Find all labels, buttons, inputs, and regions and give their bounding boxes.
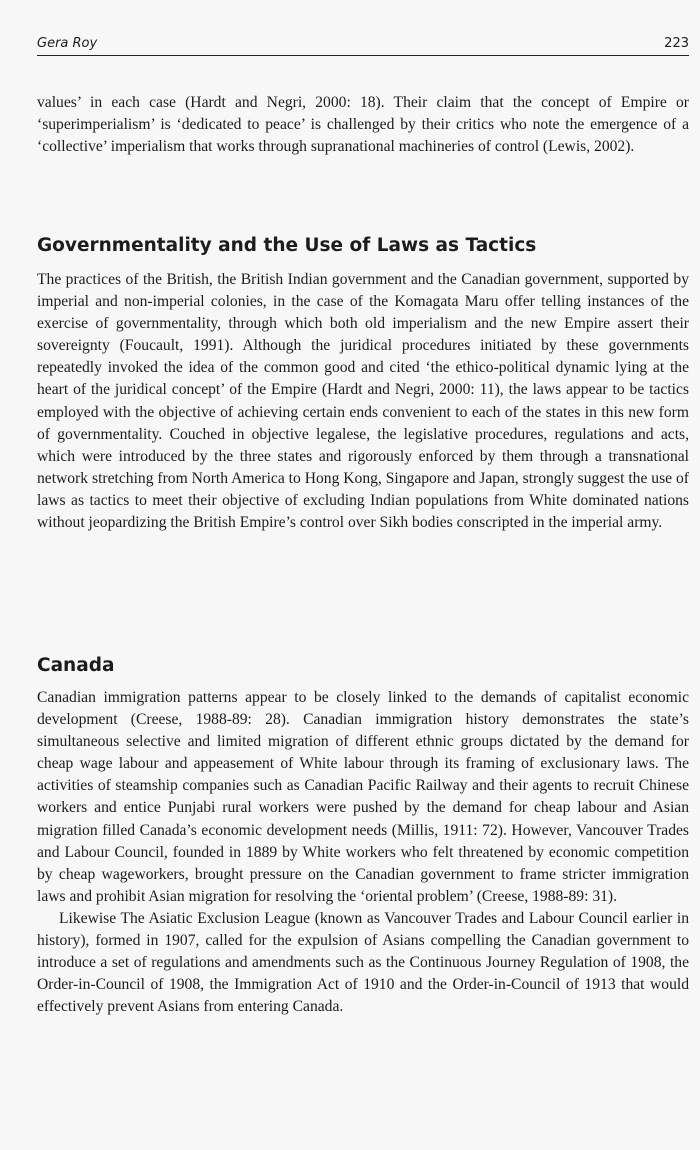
intro-block — [37, 92, 689, 158]
canada-paragraph-2: Likewise The Asiatic Exclusion League (known as Vancouver Trades and Labour Council earlier in history), formed in 1907, called for the expulsion of Asians compelling the Canadian government to introduce a set of regulations and amendments such as the Continuous Journey Regulation of 1908, the Order-in-Council of 1908, the Immigration Act of 1910 and the Order-in-Council of 1913 that would effectively prevent Asians from entering Canada. — [37, 909, 689, 1016]
governmentality-paragraph: The practices of the British, the British Indian government and the Canadian government, supported by imperial and non-imperial colonies, in the case of the Komagata Maru offer telling instances of the exercise of governmentality, through which both old imperialism and the new Empire assert their sovereignty (Foucault, 1991). Although the juridical procedures initiated by these governments repeatedly invoked the idea of the common good and cited ‘the ethico-political dynamic lying at the heart of the juridical concept’ of the Empire (Hardt and Negri, 2000: 11), the laws appear to be tactics employed with the objective of achieving certain ends convenient to each of the states in this new form of governmentality. Couched in objective legalese, the legislative procedures, regulations and acts, which were introduced by the three states and rigorously enforced by them through a transnational network stretching from North America to Hong Kong, Singapore and Japan, strongly suggest the use of laws as tactics to meet their objective of excluding Indian populations from White dominated nations without jeopardizing the British Empire’s control over Sikh bodies conscripted in the imperial army. — [37, 271, 689, 532]
governmentality-block — [37, 269, 689, 534]
section-heading-governmentality: Governmentality and the Use of Laws as Tactics — [37, 235, 537, 256]
section-heading-canada: Canada — [37, 655, 115, 676]
running-header — [37, 35, 689, 56]
canada-paragraph-1: Canadian immigration patterns appear to be closely linked to the demands of capitalist economic development (Creese, 1988-89: 28). Canadian immigration history demonstrates the state’s simultaneous selective and limited migration of different ethnic groups dictated by the demand for cheap wage labour and appeasement of White labour through its framing of exclusionary laws. The activities of steamship companies such as Canadian Pacific Railway and their agents to recruit Chinese workers and entice Punjabi rural workers were pushed by the demand for cheap labour and Asian migration filled Canada’s economic development needs (Millis, 1911: 72). However, Vancouver Trades and Labour Council, founded in 1889 by White workers who felt threatened by economic competition by cheap wageworkers, brought pressure on the Canadian government to frame stricter immigration laws and prohibit Asian migration for resolving the ‘oriental problem’ (Creese, 1988-89: 31). — [37, 689, 689, 905]
page-number: 223 — [664, 36, 689, 51]
intro-paragraph: values’ in each case (Hardt and Negri, 2000: 18). Their claim that the concept of Empire or ‘superimperialism’ is ‘dedicated to peace’ is challenged by their critics who note the emergence of a ‘collective’ imperialism that works through supranational machineries of control (Lewis, 2002). — [37, 94, 689, 156]
running-head-author: Gera Roy — [37, 36, 98, 51]
canada-block — [37, 687, 689, 1018]
